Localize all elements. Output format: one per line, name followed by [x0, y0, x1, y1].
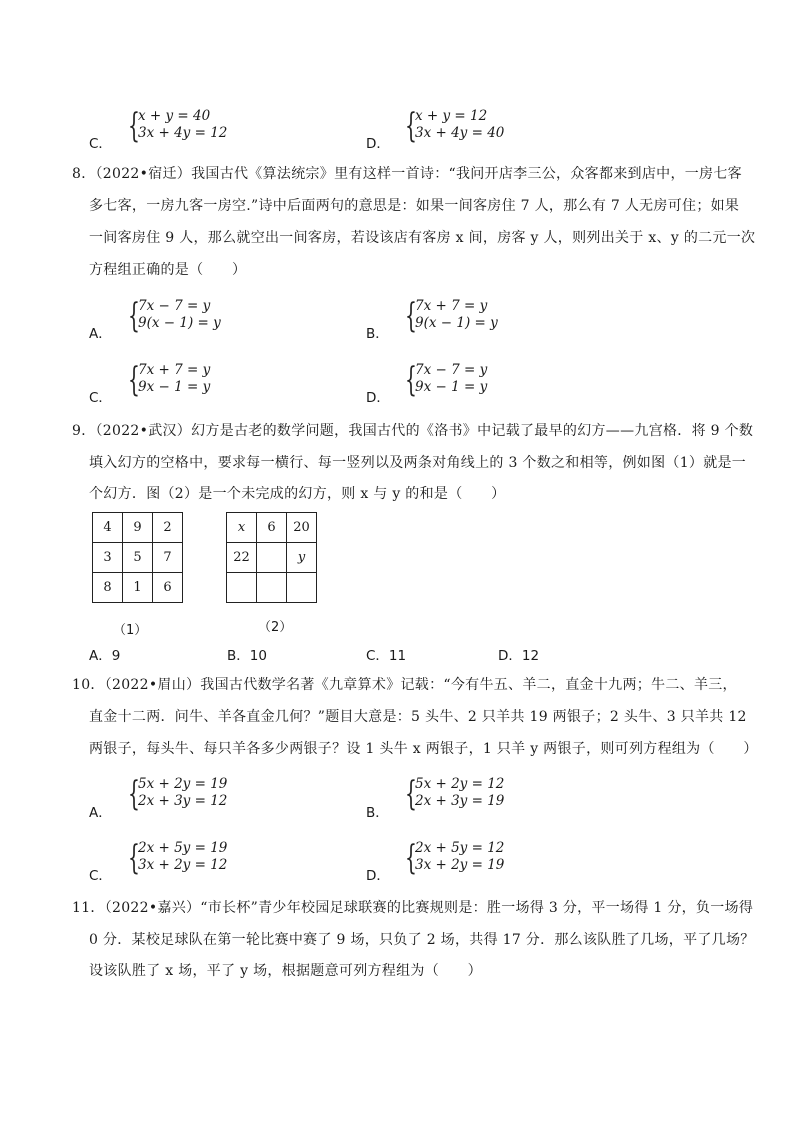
magic-square-figure-2	[226, 512, 317, 603]
q8-option-c-system	[128, 362, 248, 398]
q9-stem-line-1: 9．（2022•武汉）幻方是古老的数学问题，我国古代的《洛书》中记载了最早的幻方——九宫格．将 9 个数	[72, 423, 754, 439]
grid-cell	[227, 573, 257, 603]
brace-icon: {	[128, 774, 140, 814]
magic-square-figure-1	[92, 512, 183, 603]
equation: 9(x − 1) = y	[415, 315, 498, 331]
equation: x + y = 40	[138, 108, 211, 124]
q11-stem-line-2: 0 分．某校足球队在第一轮比赛中赛了 9 场，只负了 2 场，共得 17 分．那么该队胜了几场，平了几场？	[89, 932, 755, 948]
q10-stem-line-1: 10．（2022•眉山）我国古代数学名著《九章算术》记载：“今有牛五、羊二，直金十九两；牛二、羊三，	[72, 677, 737, 693]
brace-icon: {	[405, 106, 417, 146]
q8-option-b-label: B．	[366, 326, 389, 342]
grid-row	[227, 573, 317, 603]
q8-option-a-system	[128, 298, 248, 334]
q10-option-c-label: C．	[89, 868, 112, 884]
brace-icon: {	[405, 774, 417, 814]
q8-option-d-system	[405, 362, 525, 398]
q10-stem-line-3: 两银子，每头牛、每只羊各多少两银子？设 1 头牛 x 两银子，1 只羊 y 两银子，则可列方程组为（ ）	[89, 741, 758, 757]
q8-stem-line-4: 方程组正确的是（ ）	[89, 262, 247, 278]
grid-row	[93, 573, 183, 603]
q7-option-d-label: D．	[366, 136, 390, 152]
q10-option-b-label: B．	[366, 805, 389, 821]
grid-row	[93, 543, 183, 573]
grid-row	[93, 513, 183, 543]
q8-option-a-label: A．	[89, 326, 112, 342]
q8-stem-line-2: 多七客，一房九客一房空.”诗中后面两句的意思是：如果一间客房住 7 人，那么有 7 人无房可住；如果	[89, 198, 740, 214]
grid-row	[227, 543, 317, 573]
q9-stem-line-3: 个幻方．图（2）是一个未完成的幻方，则 x 与 y 的和是（ ）	[89, 486, 506, 502]
q10-stem-line-2: 直金十二两．问牛、羊各直金几何？”题目大意是：5 头牛、2 只羊共 19 两银子；2 头牛、3 只羊共 12	[89, 709, 747, 725]
equation: 5x + 2y = 12	[415, 776, 505, 792]
equation: 9(x − 1) = y	[138, 315, 221, 331]
brace-icon: {	[128, 296, 140, 336]
grid-cell	[257, 573, 287, 603]
q11-stem-line-1: 11．（2022•嘉兴）“市长杯”青少年校园足球联赛的比赛规则是：胜一场得 3 分，平一场得 1 分，负一场得	[72, 900, 754, 916]
brace-icon: {	[128, 838, 140, 878]
equation: x + y = 12	[415, 108, 488, 124]
q7-option-c-label: C．	[89, 136, 112, 152]
q9-option-a: A．9	[89, 648, 121, 664]
figure-1-caption: （1）	[113, 623, 148, 638]
q8-stem-line-1: 8．（2022•宿迁）我国古代《算法统宗》里有这样一首诗：“我问开店李三公，众客都来到店中，一房七客	[72, 166, 742, 182]
grid-cell: 20	[287, 513, 317, 543]
brace-icon: {	[405, 296, 417, 336]
brace-icon: {	[128, 106, 140, 146]
grid-cell: x	[227, 513, 257, 543]
q10-option-c-system	[128, 840, 248, 876]
equation: 3x + 4y = 40	[415, 125, 505, 141]
grid-cell: 9	[123, 513, 153, 543]
grid-cell	[287, 573, 317, 603]
equation: 2x + 5y = 12	[415, 840, 505, 856]
equation: 3x + 2y = 19	[415, 857, 505, 873]
grid-cell	[257, 543, 287, 573]
equation: 7x + 7 = y	[138, 362, 211, 378]
equation: 7x − 7 = y	[415, 362, 488, 378]
equation: 2x + 5y = 19	[138, 840, 228, 856]
grid-cell: y	[287, 543, 317, 573]
q9-option-c: C．11	[366, 648, 407, 664]
brace-icon: {	[405, 360, 417, 400]
q10-option-d-label: D．	[366, 868, 390, 884]
grid-cell: 4	[93, 513, 123, 543]
q8-stem-line-3: 一间客房住 9 人，那么就空出一间客房，若设该店有客房 x 间，房客 y 人，则列出关于 x、y 的二元一次	[89, 230, 756, 246]
q8-option-b-system	[405, 298, 525, 334]
grid-cell: 6	[257, 513, 287, 543]
equation: 2x + 3y = 12	[138, 793, 228, 809]
q9-option-b: B．10	[227, 648, 267, 664]
q9-option-d: D．12	[498, 648, 540, 664]
q10-option-d-system	[405, 840, 525, 876]
grid-cell: 2	[153, 513, 183, 543]
equation: 3x + 2y = 12	[138, 857, 228, 873]
grid-row	[227, 513, 317, 543]
equation: 9x − 1 = y	[415, 379, 488, 395]
equation: 9x − 1 = y	[138, 379, 211, 395]
grid-cell: 22	[227, 543, 257, 573]
q7-option-d-system	[405, 108, 525, 144]
grid-cell: 5	[123, 543, 153, 573]
equation: 2x + 3y = 19	[415, 793, 505, 809]
brace-icon: {	[128, 360, 140, 400]
grid-cell: 8	[93, 573, 123, 603]
equation: 5x + 2y = 19	[138, 776, 228, 792]
equation: 7x + 7 = y	[415, 298, 488, 314]
grid-cell: 7	[153, 543, 183, 573]
grid-cell: 3	[93, 543, 123, 573]
grid-cell: 6	[153, 573, 183, 603]
q8-option-d-label: D．	[366, 390, 390, 406]
q9-stem-line-2: 填入幻方的空格中，要求每一横行、每一竖列以及两条对角线上的 3 个数之和相等，例如图（1）就是一	[89, 455, 747, 471]
grid-cell: 1	[123, 573, 153, 603]
q11-stem-line-3: 设该队胜了 x 场，平了 y 场，根据题意可列方程组为（ ）	[89, 963, 482, 979]
q10-option-a-label: A．	[89, 805, 112, 821]
q10-option-a-system	[128, 776, 248, 812]
q8-option-c-label: C．	[89, 390, 112, 406]
equation: 3x + 4y = 12	[138, 125, 228, 141]
figure-2-caption: （2）	[258, 620, 293, 635]
q10-option-b-system	[405, 776, 525, 812]
equation: 7x − 7 = y	[138, 298, 211, 314]
brace-icon: {	[405, 838, 417, 878]
q7-option-c-system	[128, 108, 248, 144]
